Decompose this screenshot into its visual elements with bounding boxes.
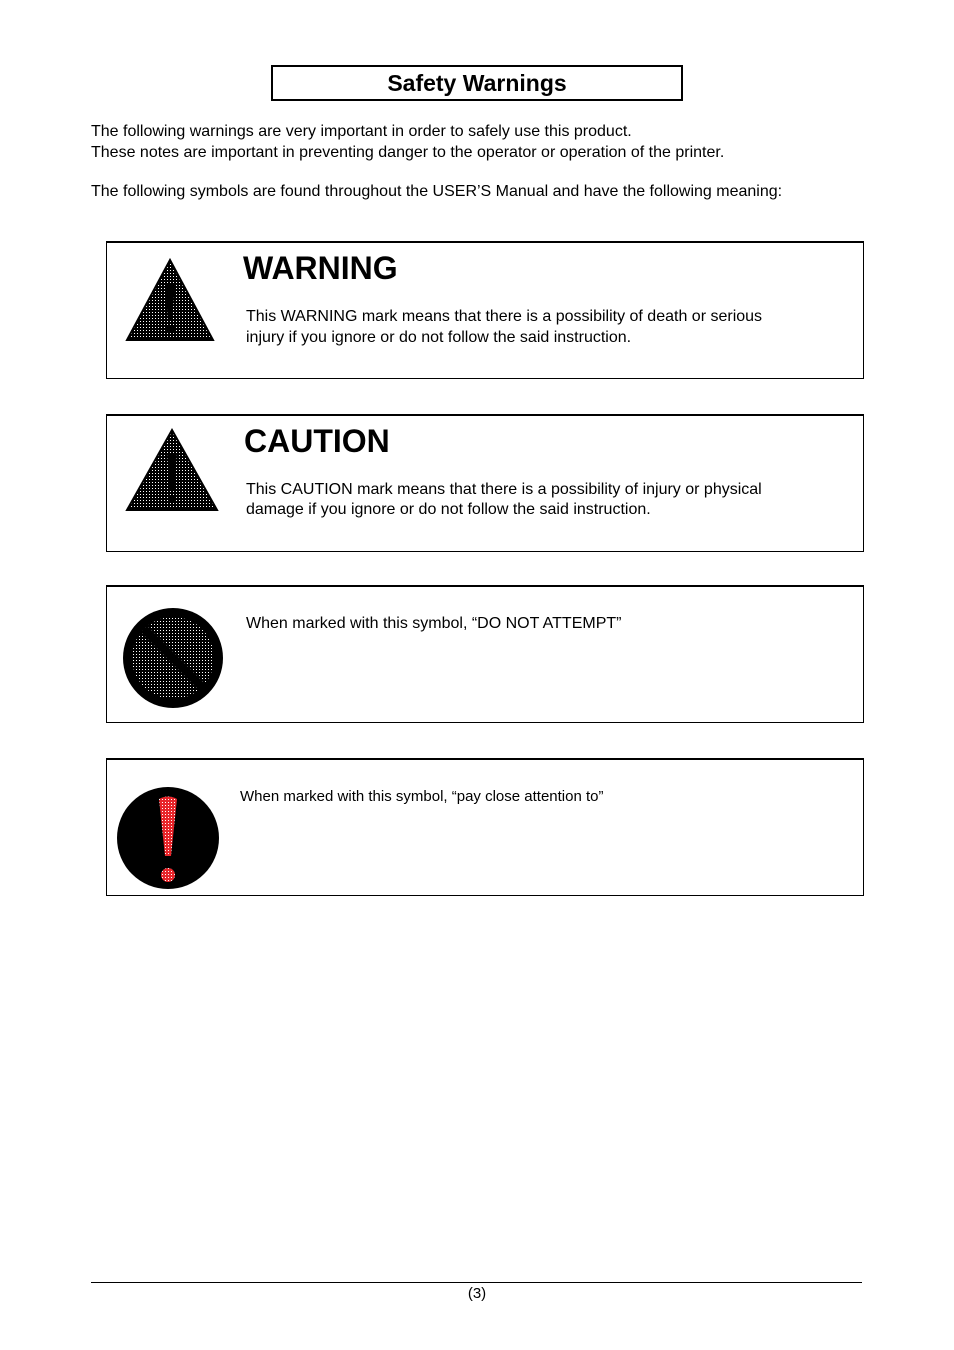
page-title: Safety Warnings bbox=[271, 65, 683, 101]
attention-desc: When marked with this symbol, “pay close attention to” bbox=[240, 788, 604, 805]
warning-heading: WARNING bbox=[243, 250, 398, 286]
page-number: (3) bbox=[467, 1285, 487, 1302]
caution-desc-line-2: damage if you ignore or do not follow the said instruction. bbox=[246, 501, 651, 518]
prohibited-box bbox=[106, 585, 864, 723]
intro-line-1: The following warnings are very important in order to safely use this product. bbox=[91, 123, 632, 140]
intro-line-2: These notes are important in preventing danger to the operator or operation of the printer. bbox=[91, 144, 725, 161]
footer-rule bbox=[91, 1282, 862, 1283]
prohibited-desc: When marked with this symbol, “DO NOT ATTEMPT” bbox=[246, 615, 622, 632]
caution-heading: CAUTION bbox=[244, 423, 390, 459]
prohibited-icon bbox=[120, 605, 226, 716]
warning-box bbox=[106, 241, 864, 379]
caution-desc-line-1: This CAUTION mark means that there is a possibility of injury or physical bbox=[246, 481, 762, 498]
warning-desc-line-1: This WARNING mark means that there is a possibility of death or serious bbox=[246, 308, 763, 325]
attention-box bbox=[106, 758, 864, 896]
warning-triangle-icon bbox=[124, 257, 216, 348]
warning-desc-line-2: injury if you ignore or do not follow the said instruction. bbox=[246, 329, 632, 346]
intro-line-3: The following symbols are found throughout the USER’S Manual and have the following meaning: bbox=[91, 183, 783, 200]
exclamation-circle-icon bbox=[116, 786, 220, 895]
caution-box bbox=[106, 414, 864, 552]
caution-triangle-icon bbox=[124, 427, 220, 518]
